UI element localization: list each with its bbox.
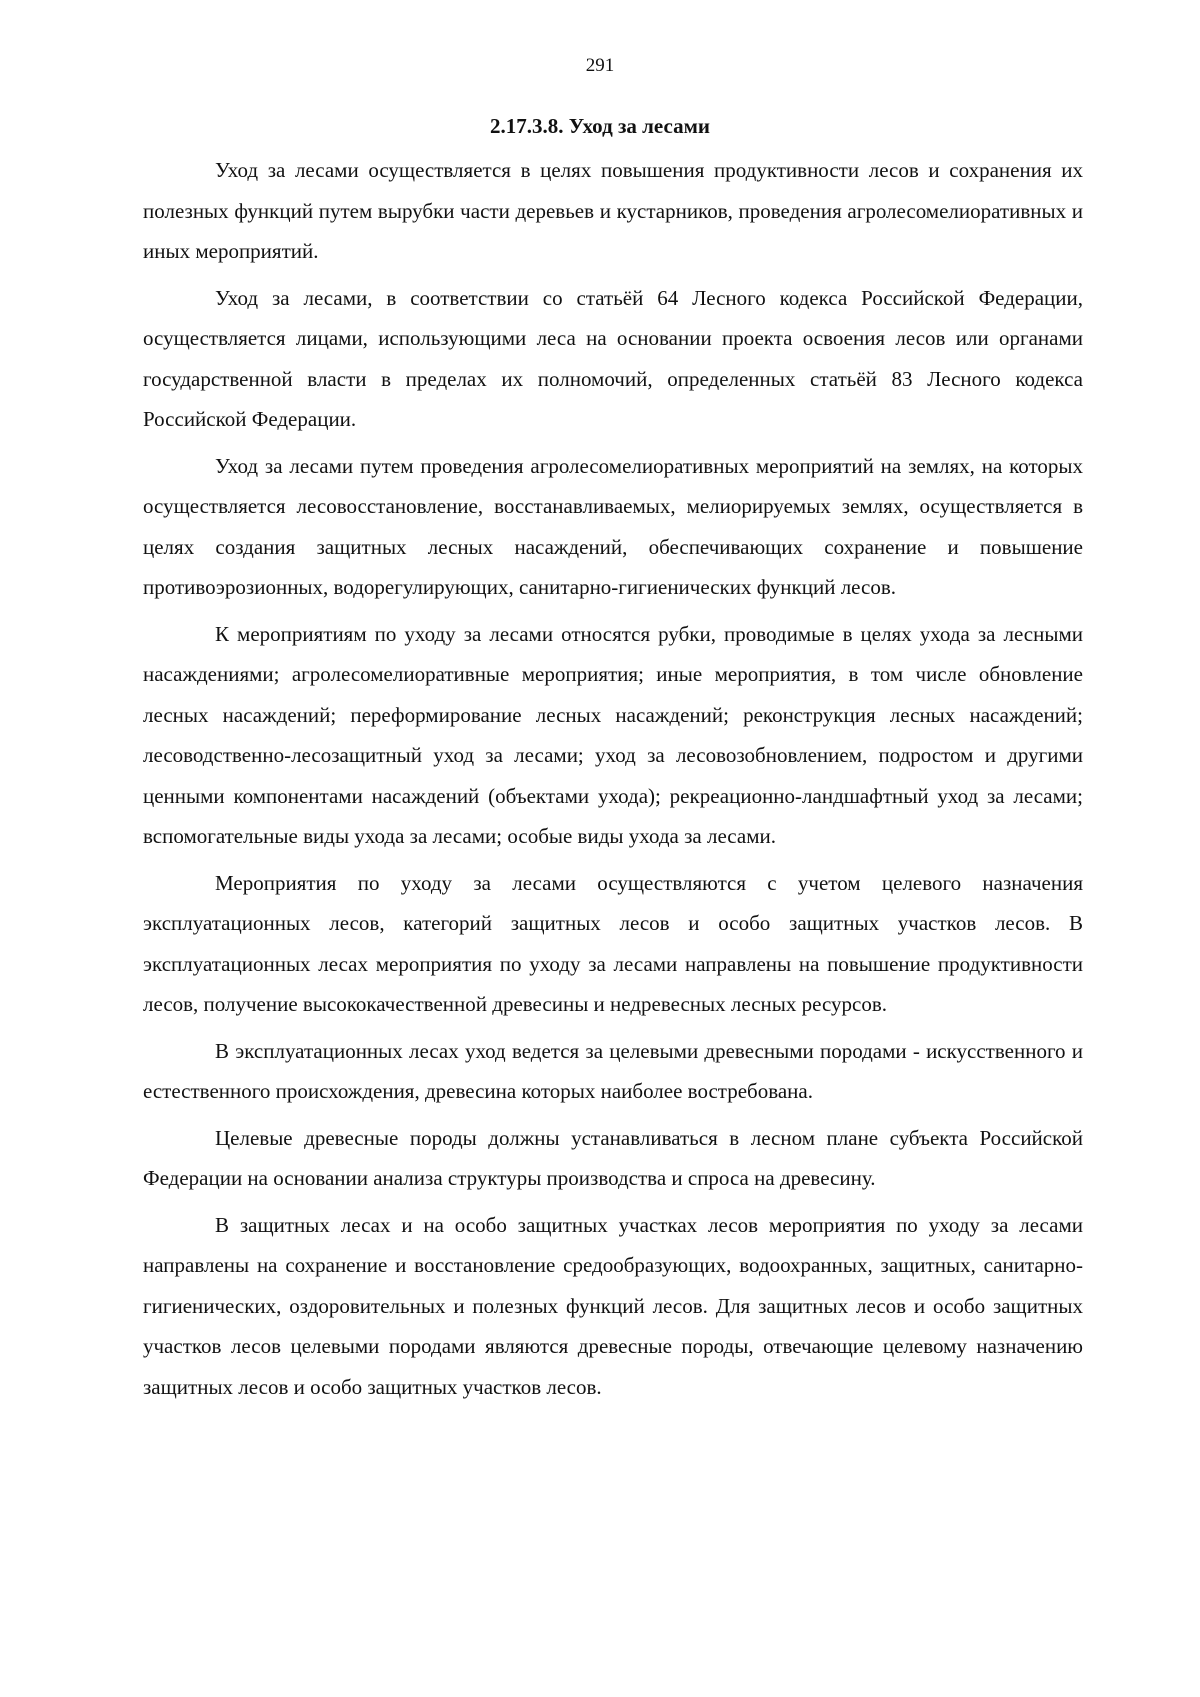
section-title: 2.17.3.8. Уход за лесами	[490, 114, 710, 138]
body-text	[143, 150, 1083, 1413]
page-number: 291	[585, 55, 615, 76]
paragraph: В эксплуатационных лесах уход ведется за целевыми древесными породами - искусственного и естественного происхождения, древесина которых наиболее востребована.	[143, 1038, 1083, 1103]
paragraph: Мероприятия по уходу за лесами осуществляются с учетом целевого назначения эксплуатационных лесов, категорий защитных лесов и особо защитных участков лесов. В эксплуатационных лесах мероприятия по уходу за лесами направлены на повышение продуктивности лесов, получение высококачественной древесины и недревесных лесных ресурсов.	[143, 870, 1083, 1016]
paragraph: Уход за лесами осуществляется в целях повышения продуктивности лесов и сохранения их полезных функций путем вырубки части деревьев и кустарников, проведения агролесомелиоративных и иных мероприятий.	[143, 158, 1083, 263]
paragraph: В защитных лесах и на особо защитных участках лесов мероприятия по уходу за лесами направлены на сохранение и восстановление средообразующих, водоохранных, защитных, санитарно-гигиенических, оздоровительных и полезных функций лесов. Для защитных лесов и особо защитных участков лесов целевыми породами являются древесные породы, отвечающие целевому назначению защитных лесов и особо защитных участков лесов.	[143, 1212, 1083, 1399]
paragraph: Уход за лесами, в соответствии со статьёй 64 Лесного кодекса Российской Федерации, осуществляется лицами, использующими леса на основании проекта освоения лесов или органами государственной власти в пределах их полномочий, определенных статьёй 83 Лесного кодекса Российской Федерации.	[143, 285, 1083, 431]
paragraph: Целевые древесные породы должны устанавливаться в лесном плане субъекта Российской Федерации на основании анализа структуры производства и спроса на древесину.	[143, 1125, 1083, 1190]
paragraph: К мероприятиям по уходу за лесами относятся рубки, проводимые в целях ухода за лесными насаждениями; агролесомелиоративные мероприятия; иные мероприятия, в том числе обновление лесных насаждений; переформирование лесных насаждений; реконструкция лесных насаждений; лесоводственно-лесозащитный уход за лесами; уход за лесовозобновлением, подростом и другими ценными компонентами насаждений (объектами ухода); рекреационно-ландшафтный уход за лесами; вспомогательные виды ухода за лесами; особые виды ухода за лесами.	[143, 621, 1083, 848]
paragraph: Уход за лесами путем проведения агролесомелиоративных мероприятий на землях, на которых осуществляется лесовосстановление, восстанавливаемых, мелиорируемых землях, осуществляется в целях создания защитных лесных насаждений, обеспечивающих сохранение и повышение противоэрозионных, водорегулирующих, санитарно-гигиенических функций лесов.	[143, 453, 1083, 599]
